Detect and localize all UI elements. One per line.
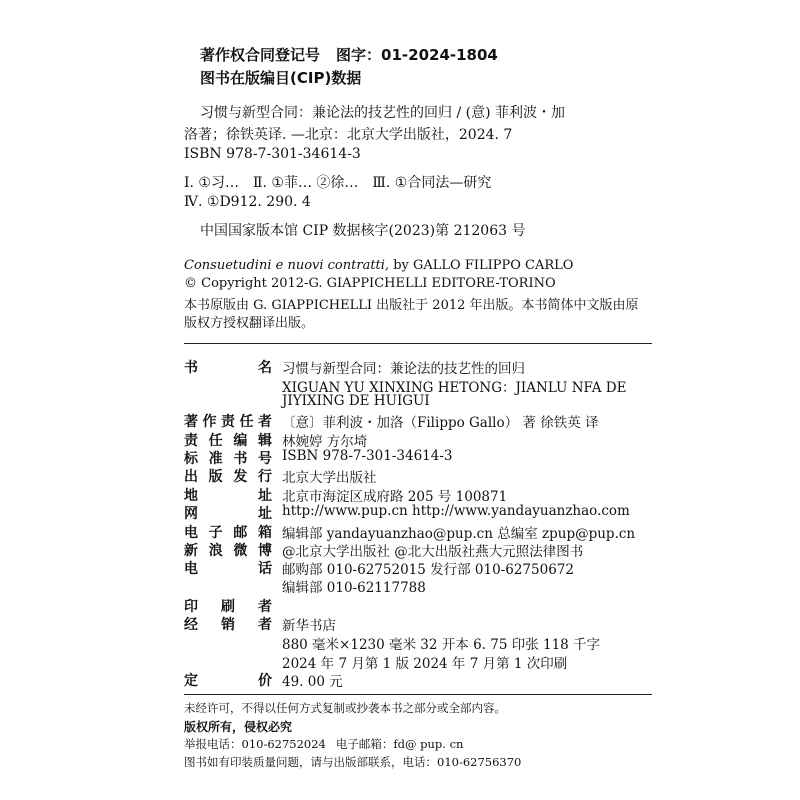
registration-prefix: 图字： [336, 46, 382, 64]
cip-isbn: ISBN 978-7-301-34614-3 [184, 146, 361, 162]
record-value: 北京市海淀区成府路 205 号 100871 [282, 489, 508, 505]
record-label-char: 号 [257, 451, 272, 467]
class-i: Ⅰ. ①习… [184, 175, 239, 191]
record-label [184, 357, 272, 377]
footer-report [184, 736, 463, 752]
record-label [184, 558, 272, 578]
license-note-1: 本书原版由 G. GIAPPICHELLI 出版社于 2012 年出版。本书简体中文版由原 [184, 298, 639, 313]
license-note-2: 版权方授权翻译出版。 [184, 316, 315, 331]
record-label [184, 596, 272, 616]
record-label-char: 经 [184, 617, 198, 633]
record-label-char: 微 [233, 543, 248, 559]
record-label-char: 销 [221, 617, 235, 633]
report-email: 电子邮箱：fd@ pup. cn [335, 737, 464, 751]
footer-quality: 图书如有印装质量问题，请与出版部联系，电话：010-62756370 [184, 755, 522, 769]
record-value: 编辑部 yandayuanzhao@pup.cn 总编室 zpup@pup.cn [282, 526, 636, 542]
record-value: 习惯与新型合同：兼论法的技艺性的回归 [282, 361, 525, 377]
record-label-char: 者 [258, 617, 272, 633]
divider-bottom [184, 694, 652, 695]
record-label-char: 网 [184, 506, 198, 522]
record-label-char: 电 [184, 561, 198, 577]
class-iv: Ⅳ. ①D912. 290. 4 [184, 194, 311, 210]
record-value: 新华书店 [282, 618, 336, 634]
class-iii: Ⅲ. ①合同法—研究 [372, 175, 492, 191]
record-label-char: 邮 [233, 525, 248, 541]
record-label-char: 任 [208, 433, 223, 449]
record-label [184, 670, 272, 690]
library-check-number: 中国国家版本馆 CIP 数据核字(2023)第 212063 号 [200, 223, 526, 239]
record-label [184, 430, 272, 450]
registration-label: 著作权合同登记号 [200, 46, 321, 64]
record-label-char: 书 [184, 360, 198, 376]
record-label [184, 485, 272, 505]
original-title: Consuetudini e nuovi contratti, [184, 258, 390, 273]
record-label-char: 标 [184, 451, 198, 467]
record-label-char: 任 [239, 414, 254, 430]
record-label-char: 编 [233, 433, 248, 449]
record-value: 邮购部 010-62752015 发行部 010-62750672 [282, 562, 574, 578]
registration-line [200, 44, 498, 65]
record-label-char: 出 [184, 469, 198, 485]
record-value: @北京大学出版社 @北大出版社燕大元照法律图书 [282, 544, 584, 560]
footer-rights: 版权所有，侵权必究 [184, 720, 293, 734]
record-value: ISBN 978-7-301-34614-3 [282, 448, 453, 464]
record-label-char: 话 [258, 561, 272, 577]
record-label-char: 辑 [257, 433, 272, 449]
record-label-char: 责 [184, 433, 198, 449]
registration-number: 01-2024-1804 [381, 46, 498, 64]
record-label-char: 作 [202, 414, 217, 430]
original-author: by GALLO FILIPPO CARLO [389, 258, 574, 273]
record-label-char: 价 [258, 673, 272, 689]
record-label [184, 614, 272, 634]
record-label-char: 子 [208, 525, 223, 541]
cip-heading: 图书在版编目(CIP)数据 [200, 69, 362, 87]
original-copyright: © Copyright 2012-G. GIAPPICHELLI EDITORE-TORINO [184, 276, 556, 291]
record-label-char: 著 [184, 414, 198, 430]
record-label-char: 地 [184, 488, 198, 504]
record-label [184, 466, 272, 486]
record-label-char: 定 [184, 673, 198, 689]
record-label-char: 发 [233, 469, 248, 485]
record-label-char: 行 [257, 469, 272, 485]
report-phone: 举报电话：010-62752024 [184, 737, 326, 751]
record-label-char: 新 [184, 543, 198, 559]
record-label-char: 者 [258, 599, 272, 615]
record-label-char: 址 [258, 488, 272, 504]
record-value: http://www.pup.cn http://www.yandayuanzhao.com [282, 503, 630, 519]
record-value: 编辑部 010-62117788 [282, 580, 426, 596]
original-title-line [184, 258, 573, 273]
record-label-char: 址 [258, 506, 272, 522]
record-label-char: 名 [258, 360, 272, 376]
record-label [184, 448, 272, 468]
record-label [184, 503, 272, 523]
record-label [184, 522, 272, 542]
record-label-char: 版 [208, 469, 223, 485]
footer-warning: 未经许可，不得以任何方式复制或抄袭本书之部分或全部内容。 [184, 701, 506, 715]
record-label [184, 540, 272, 560]
record-label [184, 411, 272, 431]
record-value: 880 毫米×1230 毫米 32 开本 6. 75 印张 118 千字 [282, 637, 601, 653]
record-label-char: 准 [208, 451, 223, 467]
cip-classification [184, 172, 491, 192]
record-label-char: 电 [184, 525, 198, 541]
record-label-char: 箱 [257, 525, 272, 541]
record-label-char: 刷 [221, 599, 235, 615]
record-label-char: 博 [257, 543, 272, 559]
cip-publisher-line: 洛著；徐铁英译. —北京：北京大学出版社，2024. 7 [184, 127, 513, 143]
cip-title-line: 习惯与新型合同：兼论法的技艺性的回归 / (意) 菲利波・加 [200, 105, 565, 121]
record-label-char: 责 [221, 414, 235, 430]
divider-top [184, 343, 652, 344]
record-value: XIGUAN YU XINXING HETONG：JIANLU NFA DE [282, 380, 627, 396]
record-label-char: 书 [233, 451, 248, 467]
record-label-char: 浪 [208, 543, 223, 559]
record-value: 〔意〕菲利波・加洛（Filippo Gallo） 著 徐铁英 译 [282, 415, 599, 431]
record-value: 2024 年 7 月第 1 版 2024 年 7 月第 1 次印刷 [282, 656, 568, 672]
record-value: JIYIXING DE HUIGUI [282, 393, 430, 409]
class-ii: Ⅱ. ①菲… ②徐… [252, 175, 359, 191]
record-label-char: 者 [258, 414, 272, 430]
record-label-char: 印 [184, 599, 198, 615]
record-value: 49. 00 元 [282, 674, 343, 690]
record-value: 北京大学出版社 [282, 470, 377, 486]
record-value: 林婉婷 方尔埼 [282, 434, 368, 450]
